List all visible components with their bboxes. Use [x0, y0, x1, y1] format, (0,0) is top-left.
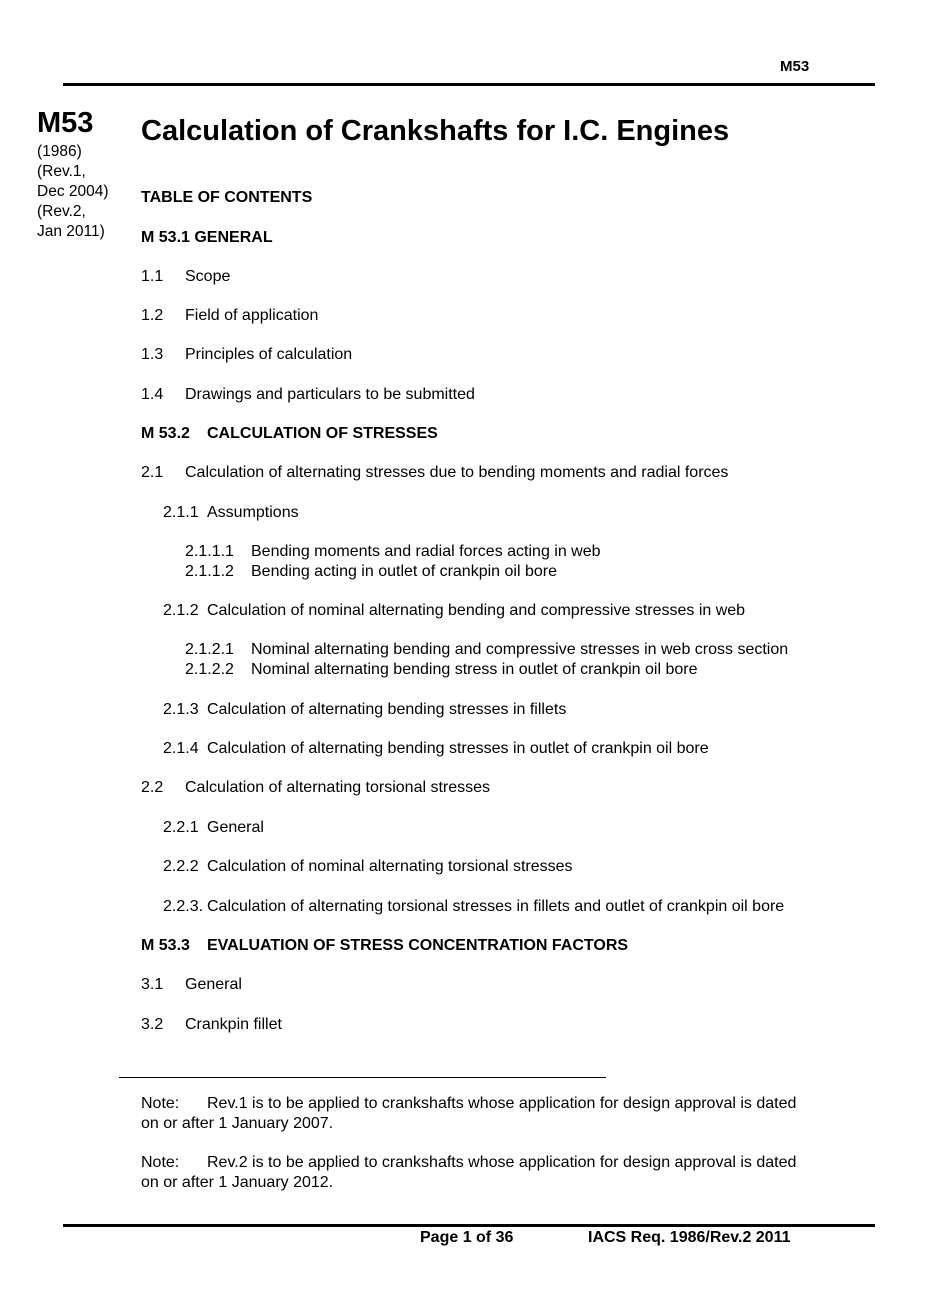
toc-item-number: 1.1 [141, 268, 164, 285]
section-title: EVALUATION OF STRESS CONCENTRATION FACTORS [207, 937, 629, 954]
note-label: Note: [141, 1154, 180, 1171]
toc-item-text: Assumptions [207, 504, 299, 521]
footnote [141, 1094, 851, 1134]
footnote-separator [119, 1077, 606, 1078]
history-line: (Rev.2, [37, 203, 86, 220]
toc-item-text: Calculation of alternating bending stresses in outlet of crankpin oil bore [207, 740, 709, 757]
toc-item-number: 2.1.2.1 [185, 641, 234, 658]
history-line: (1986) [37, 143, 82, 160]
toc-item-number: 2.1.2 [163, 602, 199, 619]
note-text-continued: on or after 1 January 2007. [141, 1115, 334, 1132]
section-title: CALCULATION OF STRESSES [207, 425, 438, 442]
toc-item-number: 3.2 [141, 1016, 164, 1033]
note-text-continued: on or after 1 January 2012. [141, 1174, 334, 1191]
toc-item-text: Principles of calculation [185, 346, 353, 363]
toc-item-text: Crankpin fillet [185, 1016, 282, 1033]
toc-item-text: Scope [185, 268, 231, 285]
toc-item-number: 3.1 [141, 976, 164, 993]
toc-item-text: Field of application [185, 307, 319, 324]
toc-item-text: Calculation of alternating stresses due to bending moments and radial forces [185, 464, 729, 481]
section-number: M 53.2 [141, 425, 190, 442]
note-label: Note: [141, 1095, 180, 1112]
toc-item-text: Bending moments and radial forces acting in web [251, 543, 601, 560]
page-title: Calculation of Crankshafts for I.C. Engines [141, 115, 730, 147]
toc-item-number: 2.1.2.2 [185, 661, 234, 678]
history-line: Dec 2004) [37, 183, 109, 200]
toc-item-number: 2.1.1.1 [185, 543, 234, 560]
toc-item-number: 2.1.1 [163, 504, 199, 521]
document-reference: IACS Req. 1986/Rev.2 2011 [588, 1229, 791, 1246]
toc-item-number: 2.1 [141, 464, 164, 481]
toc-item-text: General [185, 976, 242, 993]
toc-item-number: 1.2 [141, 307, 164, 324]
sidebar-code: M53 [37, 107, 94, 139]
toc-item-text: Drawings and particulars to be submitted [185, 386, 475, 403]
toc-item-number: 1.4 [141, 386, 164, 403]
toc-item-text: Calculation of alternating torsional stresses [185, 779, 491, 796]
toc-item-number: 2.2.1 [163, 819, 199, 836]
sidebar-history [37, 142, 109, 242]
header-doc-code: M53 [780, 58, 810, 75]
toc-item-number: 2.2.2 [163, 858, 199, 875]
toc-item-number: 2.2 [141, 779, 164, 796]
page-number: Page 1 of 36 [420, 1229, 514, 1246]
toc-item-number: 1.3 [141, 346, 164, 363]
toc-item-text: Calculation of alternating bending stresses in fillets [207, 701, 567, 718]
toc-item-text: Bending acting in outlet of crankpin oil bore [251, 563, 557, 580]
toc-item-number: 2.1.4 [163, 740, 199, 757]
toc-item-text: Nominal alternating bending and compressive stresses in web cross section [251, 641, 789, 658]
toc-item-number: 2.1.3 [163, 701, 199, 718]
history-line: Jan 2011) [37, 223, 105, 240]
toc-heading: TABLE OF CONTENTS [141, 189, 313, 206]
note-text: Rev.2 is to be applied to crankshafts whose application for design approval is dated [207, 1154, 797, 1171]
note-text: Rev.1 is to be applied to crankshafts whose application for design approval is dated [207, 1095, 797, 1112]
toc-item-text: Nominal alternating bending stress in outlet of crankpin oil bore [251, 661, 698, 678]
toc-item-text: Calculation of nominal alternating torsional stresses [207, 858, 573, 875]
toc-item-number: 2.2.3. [163, 898, 204, 915]
toc-item-number: 2.1.1.2 [185, 563, 234, 580]
section-number: M 53.3 [141, 937, 190, 954]
history-line: (Rev.1, [37, 163, 86, 180]
header-rule [63, 83, 875, 86]
toc-item-text: General [207, 819, 264, 836]
toc-item-text: Calculation of nominal alternating bending and compressive stresses in web [207, 602, 746, 619]
footer-rule [63, 1224, 875, 1227]
toc-item-text: Calculation of alternating torsional stresses in fillets and outlet of crankpin oil bore [207, 898, 785, 915]
toc-section-1: M 53.1 GENERAL [141, 229, 273, 246]
footnote [141, 1153, 851, 1193]
